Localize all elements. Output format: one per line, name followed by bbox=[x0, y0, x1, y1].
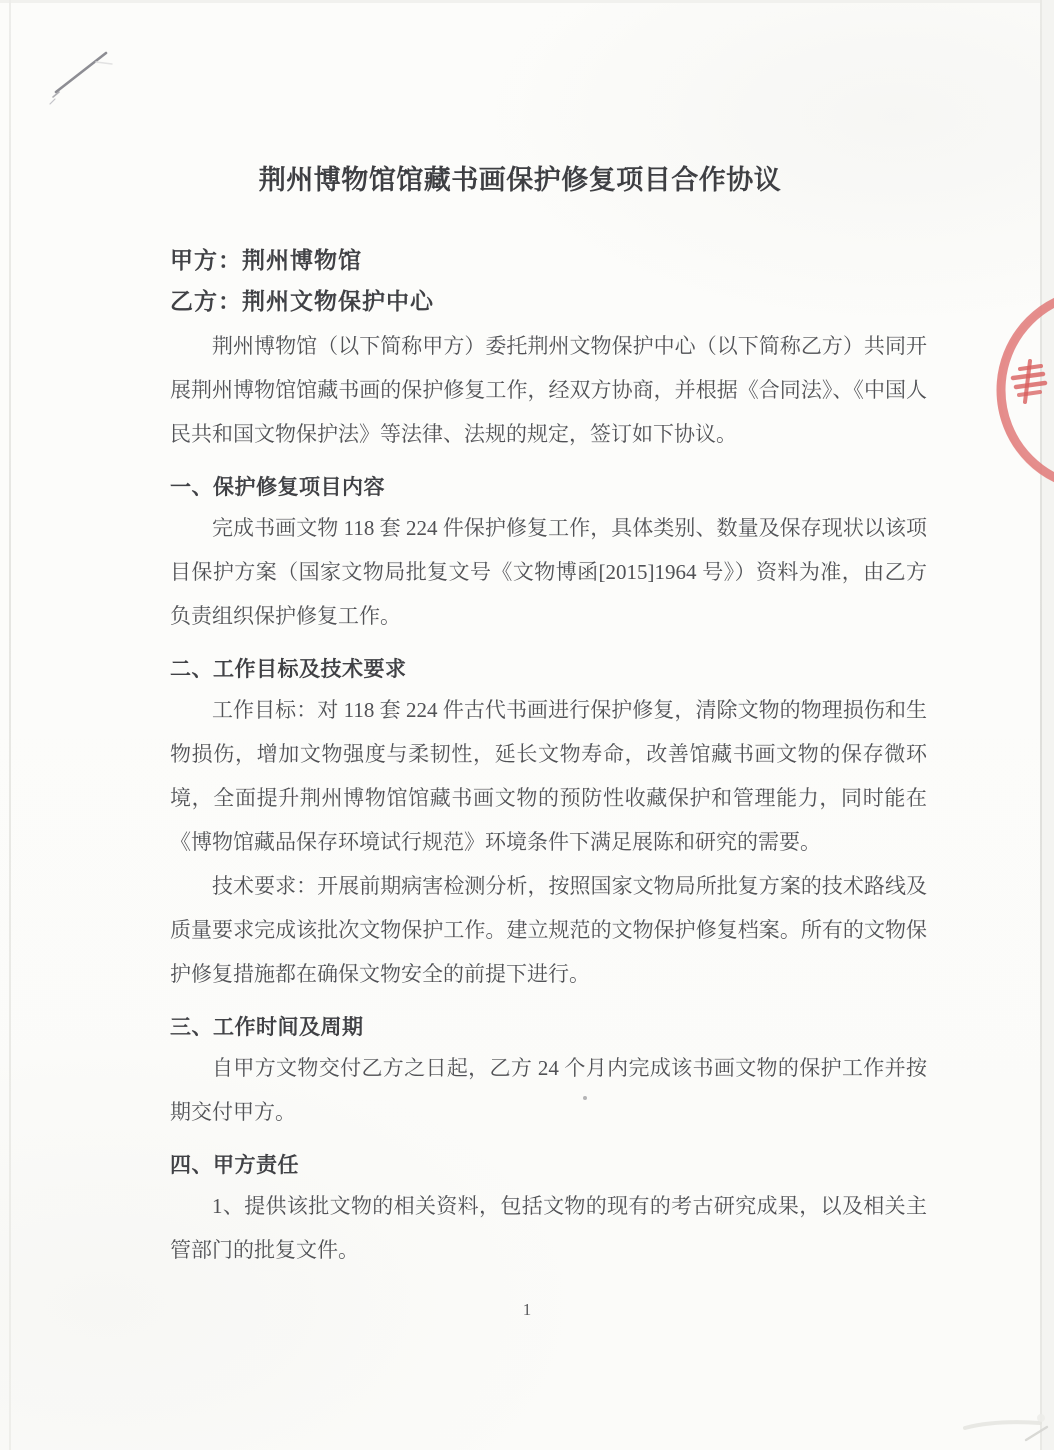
section-2-paragraph-goals: 工作目标：对 118 套 224 件古代书画进行保护修复，清除文物的物理损伤和生物损伤，增加文物强度与柔韧性，延长文物寿命，改善馆藏书画文物的保存微环境，全面提升荆州博物馆馆藏书画文物的预防性收藏保护和管理能力，同时能在《博物馆藏品保存环境试行规范》环境条件下满足展陈和研究的需要。 bbox=[170, 698, 927, 854]
scan-edge-left bbox=[9, 0, 11, 1450]
document-title: 荆州博物馆馆藏书画保护修复项目合作协议 bbox=[258, 165, 782, 195]
section-heading-2: 二、工作目标及技术要求 bbox=[170, 657, 407, 681]
scan-edge-right-strip bbox=[1042, 0, 1054, 1450]
party-a-line: 甲方：荆州博物馆 bbox=[170, 248, 362, 273]
section-heading-4: 四、甲方责任 bbox=[170, 1153, 299, 1177]
pencil-mark-icon bbox=[50, 53, 112, 104]
section-1-paragraph: 完成书画文物 118 套 224 件保护修复工作，具体类别、数量及保存现状以该项目保护方案（国家文物局批复文号《文物博函[2015]1964 号》）资料为准，由乙方负责组织保护修复工作。 bbox=[170, 516, 927, 628]
party-b-line: 乙方：荆州文物保护中心 bbox=[170, 289, 434, 314]
scan-edge-right bbox=[1040, 0, 1042, 1450]
intro-paragraph: 荆州博物馆（以下简称甲方）委托荆州文物保护中心（以下简称乙方）共同开展荆州博物馆馆藏书画的保护修复工作，经双方协商，并根据《合同法》、《中国人民共和国文物保护法》等法律、法规的规定，签订如下协议。 bbox=[170, 334, 927, 446]
section-2-paragraph-tech: 技术要求：开展前期病害检测分析，按照国家文物局所批复方案的技术路线及质量要求完成该批次文物保护工作。建立规范的文物保护修复档案。所有的文物保护修复措施都在确保文物安全的前提下进行。 bbox=[170, 874, 927, 986]
scan-edge-top bbox=[0, 0, 1054, 3]
section-heading-1: 一、保护修复项目内容 bbox=[170, 475, 385, 499]
parties-block bbox=[170, 240, 930, 322]
section-3-paragraph: 自甲方文物交付乙方之日起，乙方 24 个月内完成该书画文物的保护工作并按期交付甲方。 bbox=[170, 1056, 927, 1124]
page-number: 1 bbox=[522, 1300, 532, 1319]
section-heading-3: 三、工作时间及周期 bbox=[170, 1015, 364, 1039]
document-body bbox=[170, 324, 927, 1272]
section-4-paragraph: 1、提供该批文物的相关资料，包括文物的现有的考古研究成果，以及相关主管部门的批复文件。 bbox=[170, 1194, 927, 1262]
